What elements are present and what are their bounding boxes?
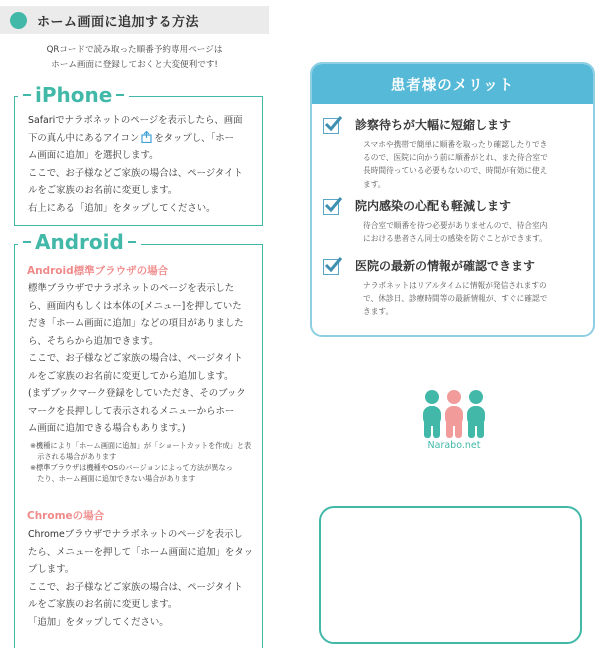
merit-heading: 患者様のメリット <box>312 64 593 104</box>
chrome-line: たら、メニューを押して「ホーム画面に追加」をタッ <box>28 546 254 558</box>
android-standard-title: Android標準ブラウザの場合 <box>27 265 169 277</box>
iphone-heading-text: iPhone <box>35 83 113 107</box>
intro-line-2: ホーム画面に登録しておくと大変便利です! <box>51 60 218 70</box>
title-bullet-icon <box>10 12 27 29</box>
iphone-line: ここで、お子様などご家族の場合は、ページタイト <box>28 167 243 179</box>
merit-title: 院内感染の心配も軽減します <box>355 199 512 213</box>
note-line: 示される場合があります <box>30 452 117 461</box>
note-line: たり、ホーム画面に追加できない場合があります <box>30 474 196 483</box>
android-line: 標準ブラウザでナラボネットのページを表示した <box>28 283 235 294</box>
merit-title: 診察待ちが大幅に短縮します <box>355 118 512 132</box>
android-notes <box>30 440 258 484</box>
checkbox-icon <box>323 118 339 134</box>
android-line: ら、そちらから追加できます。 <box>28 335 159 347</box>
checkbox-icon <box>323 199 339 215</box>
chrome-line: Chromeブラウザでナラボネットのページを表示し <box>28 529 243 540</box>
section-title-bar <box>0 6 269 34</box>
checkbox-icon <box>323 259 339 275</box>
iphone-line: 右上にある「追加」をタップしてください。 <box>28 202 216 214</box>
intro-line-1: QRコードで読み取った順番予約専用ページは <box>46 45 223 55</box>
android-heading-text: Android <box>35 230 124 254</box>
chrome-instructions <box>28 526 258 631</box>
iphone-line: ム画面に追加」を選択します。 <box>28 150 159 161</box>
chrome-line: 「追加」をタップしてください。 <box>28 616 169 628</box>
note-line: ※標準ブラウザは機種やOSのバージョンによって方法が異なっ <box>30 463 233 472</box>
iphone-instructions <box>28 112 256 217</box>
iphone-line: ルをご家族のお名前に変更します。 <box>28 185 178 196</box>
merit-desc: ナラボネットはリアルタイムに情報が発信されますの で、休診日、診療時間等の最新情報が、すぐに確認で きます。 <box>363 281 548 317</box>
merit-title: 医院の最新の情報が確認できます <box>355 259 536 273</box>
chrome-line: プします。 <box>28 564 75 575</box>
android-line: マークを長押しして表示されるメニューからホー <box>28 405 235 417</box>
android-line: ここで、お子様などご家族の場合は、ページタイト <box>28 353 243 364</box>
android-line: (まずブックマーク登録をしていただき、そのブック <box>28 388 246 399</box>
logo-text: Narabo.net <box>427 440 481 451</box>
note-line: ※機種により「ホーム画面に追加」が「ショートカットを作成」と表 <box>30 441 252 450</box>
android-line: ルをご家族のお名前に変更してから追加します。 <box>28 370 234 382</box>
android-line: ム画面に追加できる場合もあります。) <box>28 423 186 434</box>
iphone-heading <box>18 85 129 105</box>
android-heading <box>18 232 141 252</box>
chrome-line: ここで、お子様などご家族の場合は、ページタイト <box>28 581 243 593</box>
chrome-line: ルをご家族のお名前に変更します。 <box>28 599 178 610</box>
android-line: ら、画面内もしくは本体の[メニュー]を押していた <box>28 300 242 312</box>
android-line: だき「ホーム画面に追加」などの項目がありました <box>28 318 244 329</box>
merit-desc: スマホや携帯で簡単に順番を取ったり確認したりでき るので、医院に向かう前に順番がとれ、また待合室で 長時間待っている必要もないので、時間が有効に使え ます。 <box>363 140 548 189</box>
merit-panel <box>310 62 595 337</box>
iphone-line: 下の真ん中にあるアイコン をタップし、「ホー <box>28 132 234 144</box>
share-icon <box>141 131 152 143</box>
section-title: ホーム画面に追加する方法 <box>37 14 200 30</box>
chrome-title: Chromeの場合 <box>27 510 105 522</box>
iphone-line: Safariでナラボネットのページを表示したら、画面 <box>28 115 243 126</box>
clinic-stamp-box <box>319 506 582 644</box>
merit-desc: 待合室で順番を待つ必要がありませんので、待合室内 における患者さん同士の感染を防ぐことができます。 <box>363 221 548 244</box>
android-standard-instructions <box>28 280 258 438</box>
narabo-logo <box>408 388 500 484</box>
